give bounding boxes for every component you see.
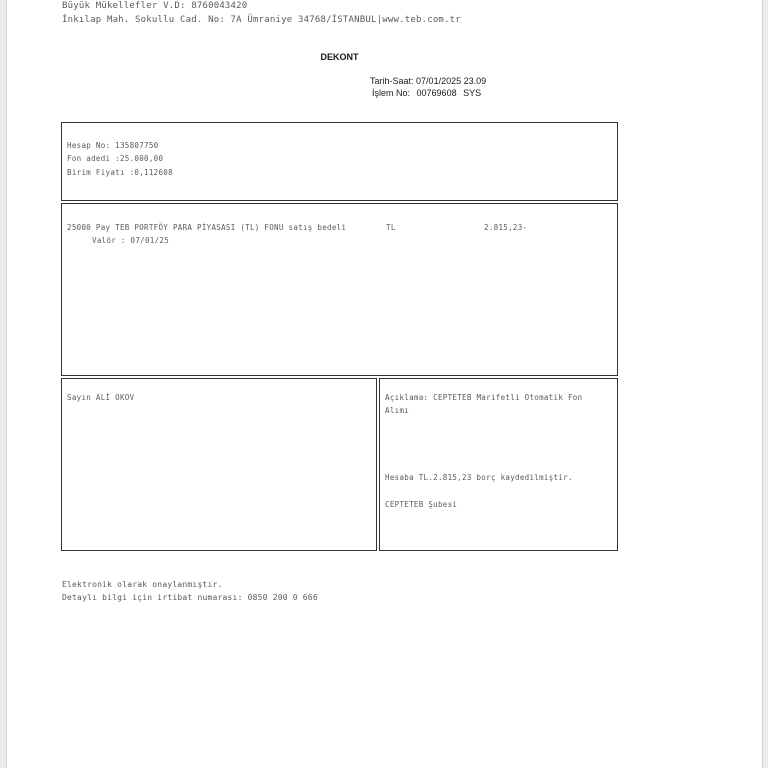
datetime-label: Tarih-Saat: [370,76,414,86]
transaction-currency: TL [386,223,396,232]
customer-box [61,378,377,551]
value-date: Valör : 07/01/25 [92,236,170,245]
explanation-line-1: Açıklama: CEPTETEB Marifetli Otomatik Fon [385,393,583,402]
document-title: DEKONT [320,52,359,62]
fund-quantity: Fon adedi :25.000,00 [67,154,164,163]
transaction-number-value: 00769608 [416,88,457,98]
address-line: İnkılap Mah. Sokullu Cad. No: 7A Ümraniye 34768/İSTANBUL|www.teb.com.tr [62,15,461,25]
transaction-detail-box [61,203,618,376]
transaction-description: 25000 Pay TEB PORTFÖY PARA PİYASASI (TL) FONU satış bedeli [67,223,347,232]
account-info-box [61,122,618,201]
transaction-number-label: İşlem No: [372,88,411,98]
datetime-value: 07/01/2025 23.09 [416,76,487,86]
unit-price: Birim Fiyatı :0,112608 [67,168,173,177]
branch-name: CEPTETEB Şubesi [385,500,458,509]
explanation-box [379,378,618,551]
transaction-amount: 2.815,23- [484,223,528,232]
account-number: Hesap No: 135807750 [67,141,159,150]
customer-salutation: Sayın ALİ OKOV [67,393,135,402]
footer-contact: Detaylı bilgi için irtibat numarası: 0850 200 0 666 [62,593,318,602]
tax-office-line: Büyük Mükellefler V.D: 8760043420 [62,1,248,11]
explanation-line-2: Alımı [385,406,410,415]
transaction-number-row [372,88,481,98]
footer-approval: Elektronik olarak onaylanmıştır. [62,580,223,589]
debit-note: Hesaba TL.2.815,23 borç kaydedilmiştir. [385,473,573,482]
document-page [6,0,763,768]
transaction-number-suffix: SYS [463,88,482,98]
datetime-row [370,76,486,86]
